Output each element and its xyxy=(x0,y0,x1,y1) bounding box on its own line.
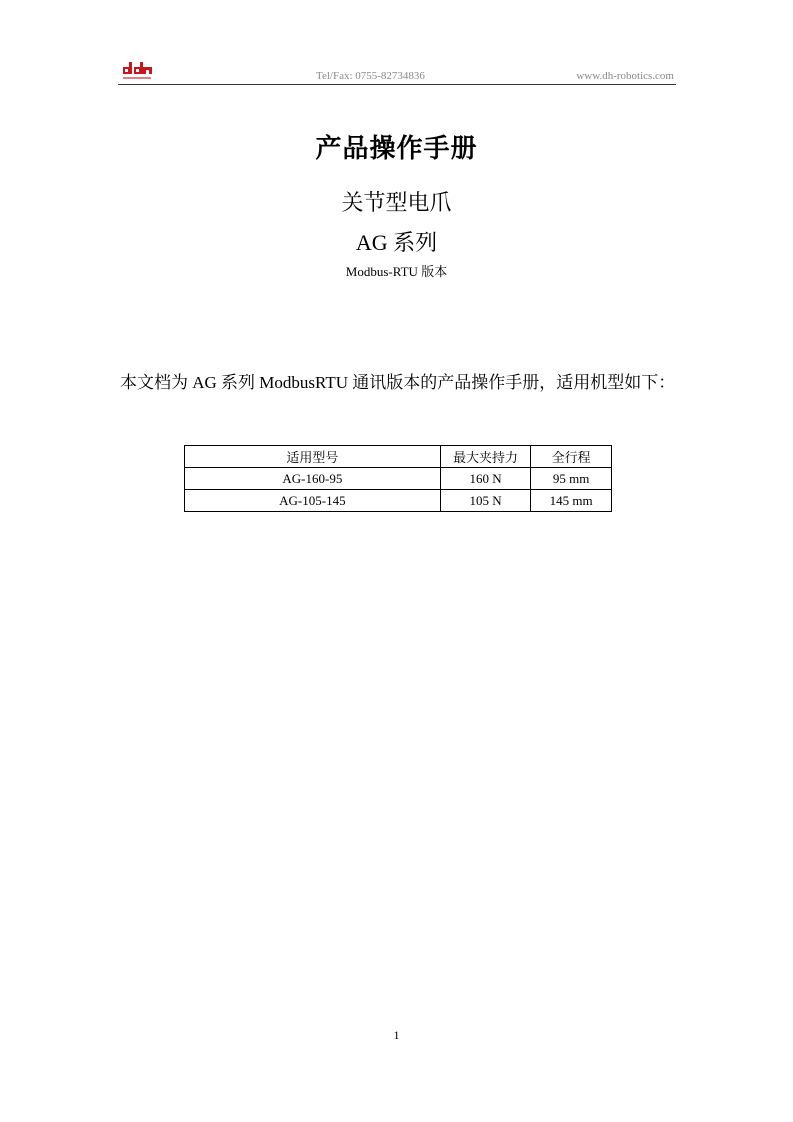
document-title: 产品操作手册 xyxy=(315,134,478,164)
table-row xyxy=(185,468,612,490)
column-header-max-force: 最大夹持力 xyxy=(440,446,531,468)
page-header xyxy=(118,58,676,85)
header-website: www.dh-robotics.com xyxy=(576,70,674,82)
table-header-row xyxy=(185,446,612,468)
table-cell-model: AG-105-145 xyxy=(185,490,441,512)
product-subtitle: 关节型电爪 xyxy=(341,191,452,216)
table-cell-stroke: 95 mm xyxy=(531,468,612,490)
table-cell-force: 105 N xyxy=(440,490,531,512)
table-cell-stroke: 145 mm xyxy=(531,490,612,512)
column-header-full-stroke: 全行程 xyxy=(531,446,612,468)
dh-robotics-logo-icon xyxy=(120,58,154,82)
version-subtitle: Modbus-RTU 版本 xyxy=(345,264,448,279)
column-header-model: 适用型号 xyxy=(185,446,441,468)
series-subtitle: AG 系列 xyxy=(355,230,438,255)
table-row xyxy=(185,490,612,512)
table-cell-force: 160 N xyxy=(440,468,531,490)
header-tel-fax: Tel/Fax: 0755-82734836 xyxy=(316,70,425,82)
intro-paragraph: 本文档为 AG 系列 ModbusRTU 通讯版本的产品操作手册，适用机型如下： xyxy=(120,373,676,392)
table-cell-model: AG-160-95 xyxy=(185,468,441,490)
model-spec-table xyxy=(184,445,612,512)
page-number: 1 xyxy=(393,1028,400,1042)
